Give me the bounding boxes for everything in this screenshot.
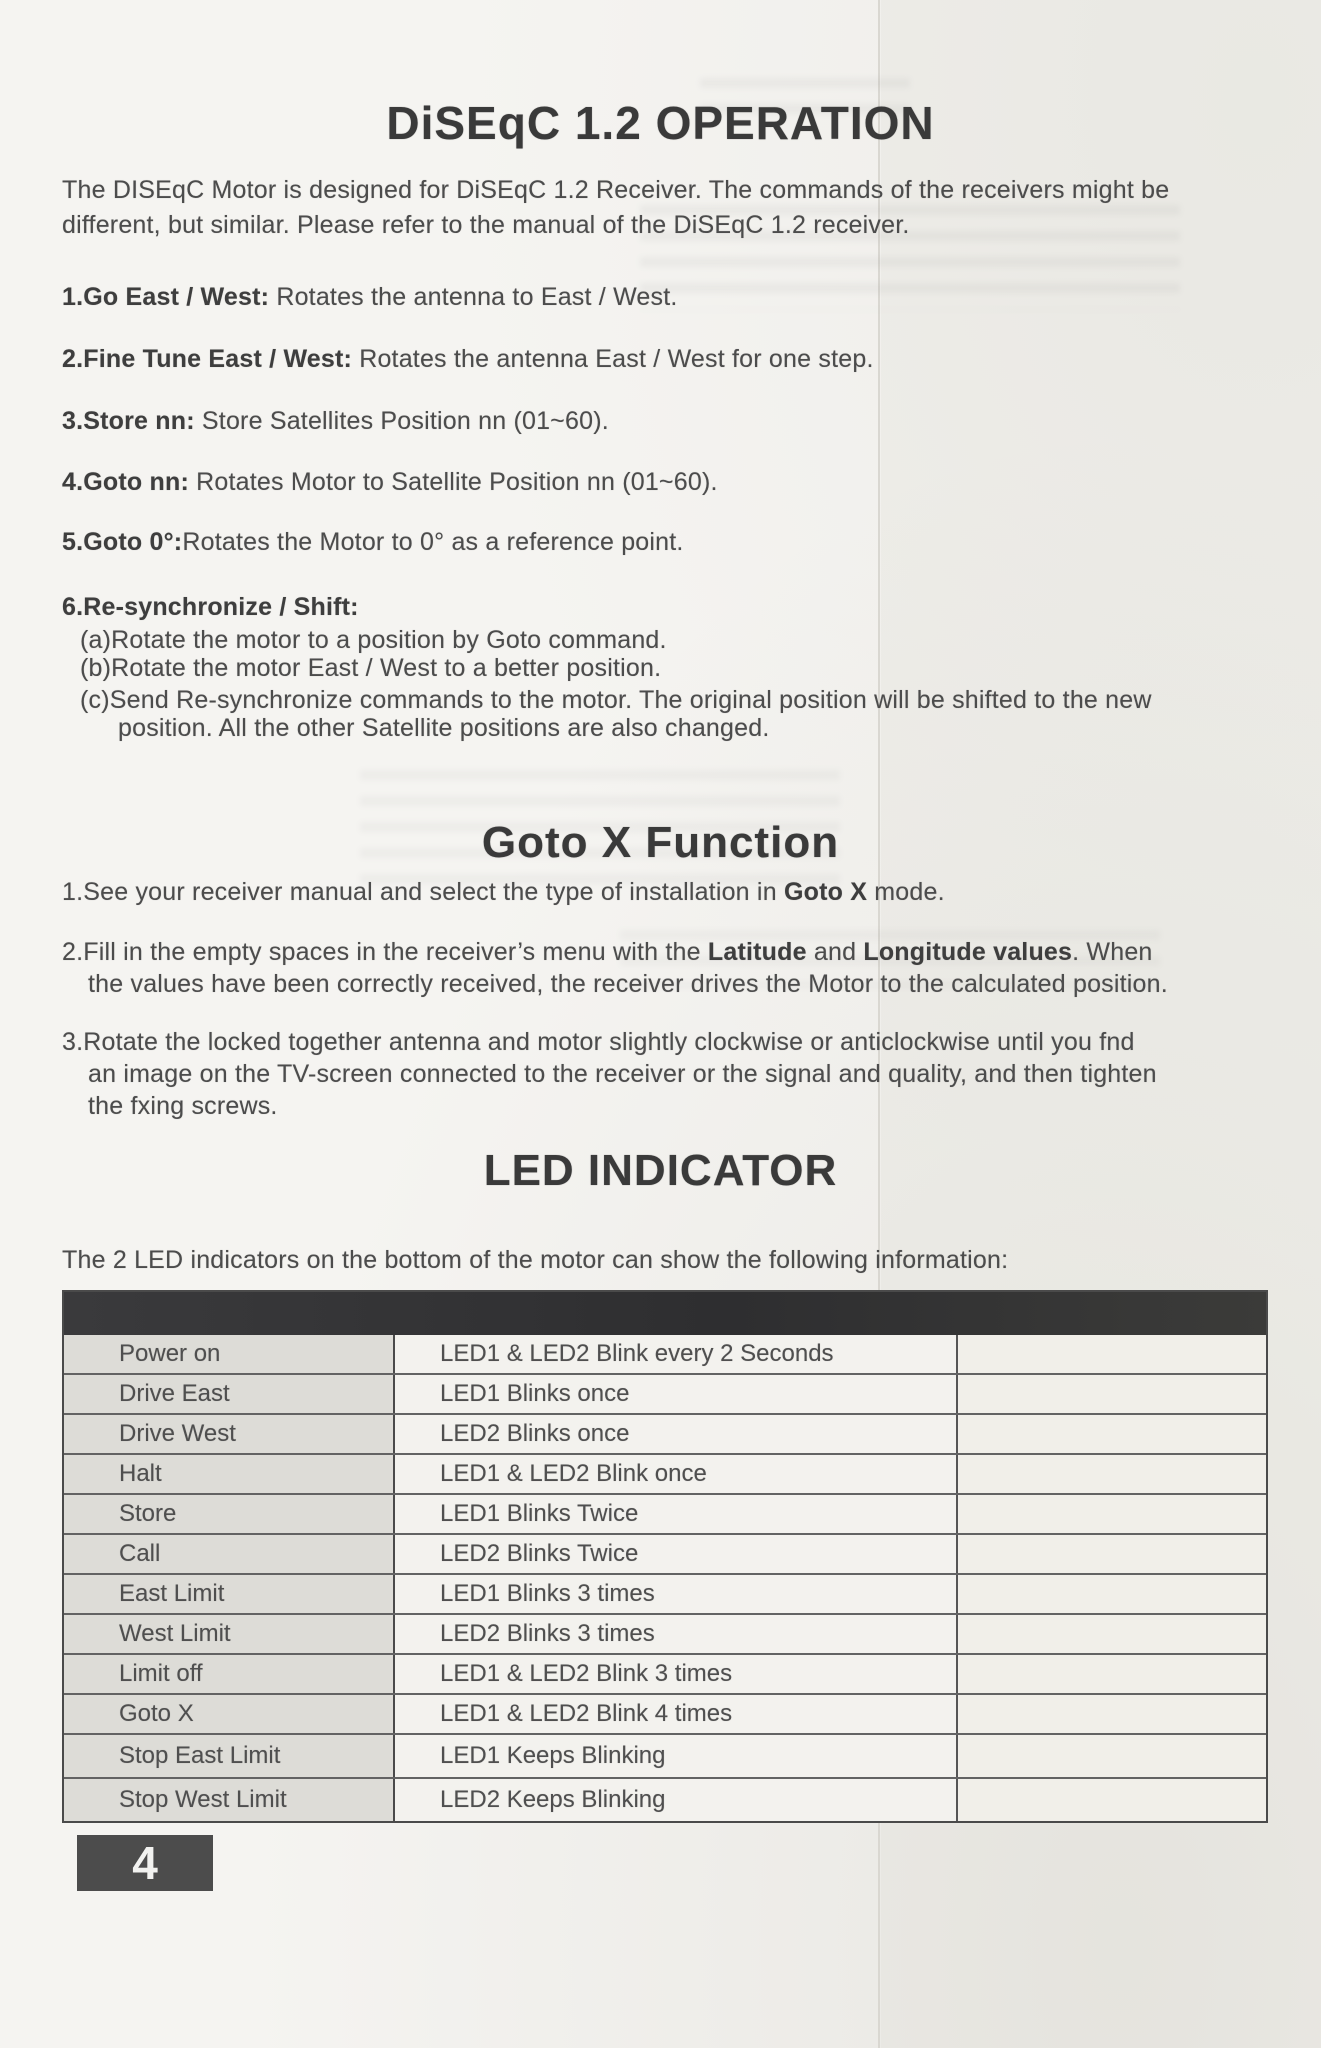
list-item-label: 2.Fine Tune East / West: [62, 345, 353, 373]
table-row [64, 1653, 1266, 1693]
list-item-label: 1.Go East / West: [62, 283, 270, 311]
empty-cell [958, 1415, 1266, 1453]
list-item-label: 4.Goto nn: [62, 468, 189, 496]
mode-cell: Call [64, 1535, 395, 1573]
list-item-goto-nn [62, 468, 718, 497]
empty-cell [958, 1455, 1266, 1493]
section-title-diseqc-operation: DiSEqC 1.2 OPERATION [386, 97, 935, 149]
mode-cell: Limit off [64, 1655, 395, 1693]
indication-cell: LED2 Blinks 3 times [395, 1615, 958, 1653]
indication-cell: LED2 Keeps Blinking [395, 1779, 958, 1821]
indication-cell: LED1 & LED2 Blink every 2 Seconds [395, 1335, 958, 1373]
table-row [64, 1335, 1266, 1373]
goto-x-item-2 [62, 938, 1153, 967]
list-item-text: Rotates the Motor to 0° as a reference point. [182, 528, 684, 556]
table-row [64, 1453, 1266, 1493]
list-item-fine-tune [62, 345, 874, 374]
indication-cell: LED1 Blinks 3 times [395, 1575, 958, 1613]
goto-x-item-3-line-3: the fxing screws. [88, 1092, 278, 1120]
resync-sub-line-b: (b)Rotate the motor East / West to a better position. [80, 654, 662, 682]
empty-cell [958, 1779, 1266, 1821]
resync-sub-line-c: (c)Send Re-synchronize commands to the motor. The original position will be shifted to the new [80, 686, 1152, 714]
table-row [64, 1373, 1266, 1413]
goto-x-item-3-line-2: an image on the TV-screen connected to the receiver or the signal and quality, and then tighten [88, 1060, 1157, 1088]
mode-cell: Drive West [64, 1415, 395, 1453]
text-run: mode. [867, 878, 945, 906]
empty-cell [958, 1615, 1266, 1653]
text-run-bold: Longitude values [863, 938, 1073, 966]
mode-cell: Halt [64, 1455, 395, 1493]
list-item-text: Store Satellites Position nn (01~60). [194, 407, 609, 435]
mode-cell: Stop West Limit [64, 1779, 395, 1821]
list-item-store-nn [62, 407, 609, 436]
indication-cell: LED1 & LED2 Blink once [395, 1455, 958, 1493]
page-number: 4 [132, 1837, 158, 1889]
table-row [64, 1613, 1266, 1653]
list-item-label: 3.Store nn: [62, 407, 195, 435]
list-item-goto-0 [62, 528, 684, 557]
table-row [64, 1493, 1266, 1533]
indication-cell: LED1 & LED2 Blink 4 times [395, 1695, 958, 1733]
indication-cell: LED1 Blinks once [395, 1375, 958, 1413]
empty-cell [958, 1655, 1266, 1693]
resync-sub-line-c-cont: position. All the other Satellite positions are also changed. [118, 714, 770, 742]
list-item-text: Rotates the antenna East / West for one step. [352, 345, 874, 373]
mode-cell: Drive East [64, 1375, 395, 1413]
page-number-box [77, 1835, 213, 1891]
list-item-resync-heading [62, 593, 359, 622]
empty-cell [958, 1535, 1266, 1573]
table-row [64, 1777, 1266, 1821]
mode-cell: Goto X [64, 1695, 395, 1733]
empty-cell [958, 1695, 1266, 1733]
mode-cell: Stop East Limit [64, 1735, 395, 1777]
table-header-bar [64, 1292, 1266, 1335]
goto-x-item-3: 3.Rotate the locked together antenna and motor slightly clockwise or anticlockwise until you fnd [62, 1028, 1135, 1056]
empty-cell [958, 1335, 1266, 1373]
mode-cell: Power on [64, 1335, 395, 1373]
indication-cell: LED1 Keeps Blinking [395, 1735, 958, 1777]
intro-paragraph-line: The DISEqC Motor is designed for DiSEqC 1.2 Receiver. The commands of the receivers might be [62, 176, 1170, 204]
table-row [64, 1733, 1266, 1777]
indication-cell: LED1 Blinks Twice [395, 1495, 958, 1533]
resync-sub-line-a: (a)Rotate the motor to a position by Goto command. [80, 626, 667, 654]
empty-cell [958, 1735, 1266, 1777]
text-run: 1.See your receiver manual and select the type of installation in [62, 878, 784, 906]
table-row [64, 1413, 1266, 1453]
section-title-goto-x: Goto X Function [481, 818, 840, 867]
list-item-text: Rotates Motor to Satellite Position nn (01~60). [188, 468, 718, 496]
list-item-text: Rotates the antenna to East / West. [269, 283, 678, 311]
mode-cell: Store [64, 1495, 395, 1533]
goto-x-item-1 [62, 878, 945, 907]
intro-paragraph-line: different, but similar. Please refer to the manual of the DiSEqC 1.2 receiver. [62, 211, 910, 239]
goto-x-item-2-line-2: the values have been correctly received, the receiver drives the Motor to the calculated position. [88, 970, 1168, 998]
mode-cell: West Limit [64, 1615, 395, 1653]
indication-cell: LED1 & LED2 Blink 3 times [395, 1655, 958, 1693]
led-indicator-table [62, 1290, 1268, 1823]
empty-cell [958, 1495, 1266, 1533]
list-item-label: 5.Goto 0°: [62, 528, 183, 556]
section-title-led-indicator: LED INDICATOR [483, 1146, 838, 1195]
table-row [64, 1573, 1266, 1613]
indication-cell: LED2 Blinks Twice [395, 1535, 958, 1573]
empty-cell [958, 1375, 1266, 1413]
table-row [64, 1693, 1266, 1733]
indication-cell: LED2 Blinks once [395, 1415, 958, 1453]
text-run-bold: Latitude [707, 938, 807, 966]
text-run: and [806, 938, 864, 966]
text-run: 2.Fill in the empty spaces in the receiver’s menu with the [62, 938, 708, 966]
list-item-go-east-west [62, 283, 678, 312]
text-run-bold: Goto X [783, 878, 868, 906]
table-row [64, 1533, 1266, 1573]
mode-cell: East Limit [64, 1575, 395, 1613]
text-run: . When [1072, 938, 1153, 966]
led-intro-line: The 2 LED indicators on the bottom of the motor can show the following information: [62, 1246, 1009, 1274]
list-item-label: 6.Re-synchronize / Shift: [62, 593, 359, 621]
empty-cell [958, 1575, 1266, 1613]
